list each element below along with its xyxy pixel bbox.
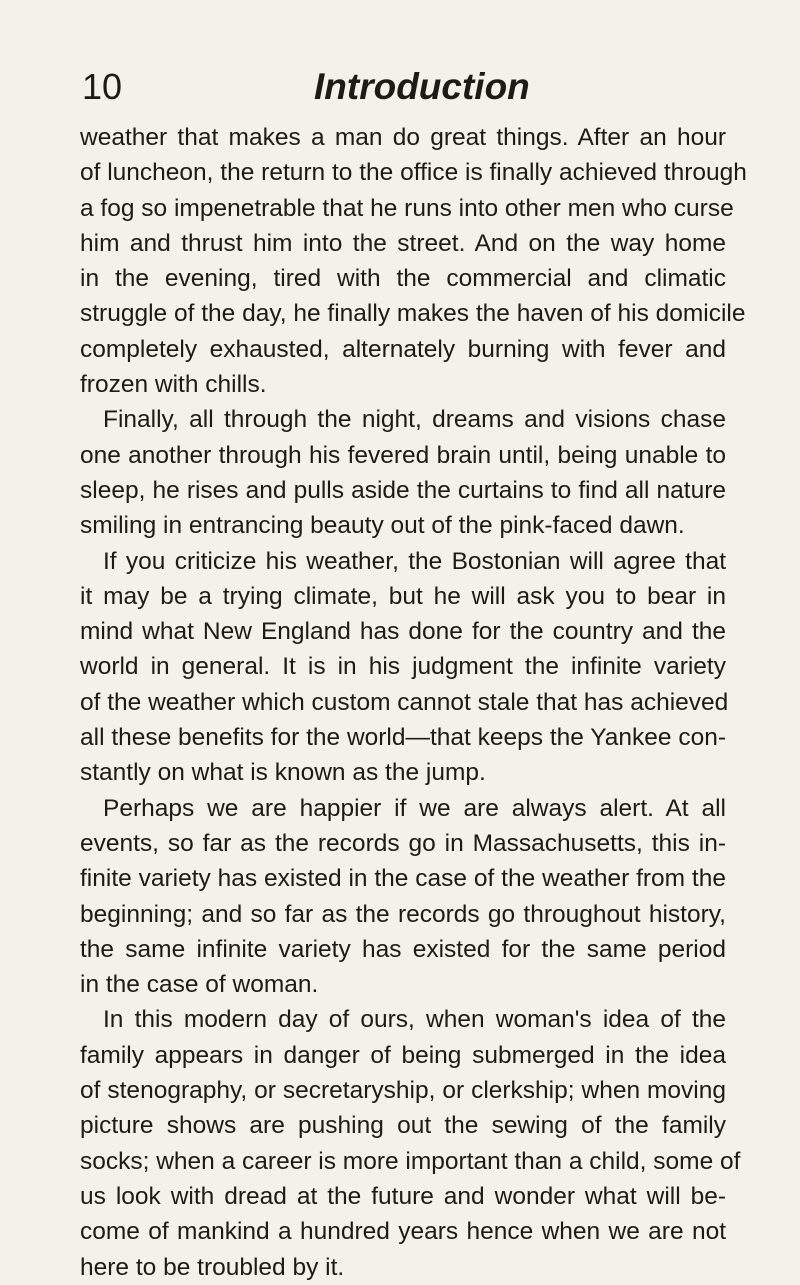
text-line: one another through his fevered brain until, being unable to [80,441,726,469]
text-line: events, so far as the records go in Massachusetts, this in- [80,829,726,857]
text-line: sleep, he rises and pulls aside the curtains to find all nature [80,476,726,504]
text-line: it may be a trying climate, but he will ask you to bear in [80,582,726,610]
text-line: the same infinite variety has existed for the same period [80,935,726,963]
running-title: Introduction [314,66,530,107]
body-text [80,120,747,1285]
paragraph-start-line: If you criticize his weather, the Bostonian will agree that [103,547,726,575]
text-line: us look with dread at the future and wonder what will be- [80,1182,726,1210]
text-line: frozen with chills. [80,371,267,399]
paragraph-start-line: In this modern day of ours, when woman's idea of the [103,1006,726,1034]
text-line: come of mankind a hundred years hence when we are not [80,1218,726,1246]
text-line: completely exhausted, alternately burning with fever and [80,335,726,363]
text-line: finite variety has existed in the case of the weather from the [80,865,726,893]
text-line: a fog so impenetrable that he runs into other men who curse [80,194,734,222]
running-head [82,64,722,110]
text-line: all these benefits for the world—that keeps the Yankee con- [80,724,727,752]
paragraph-start-line: Perhaps we are happier if we are always alert. At all [103,794,726,822]
text-line: picture shows are pushing out the sewing of the family [80,1112,726,1140]
text-line: weather that makes a man do great things. After an hour [80,124,726,151]
text-line: in the case of woman. [80,971,319,999]
text-line: beginning; and so far as the records go throughout history, [80,900,726,928]
text-line: family appears in danger of being submerged in the idea [80,1041,726,1069]
text-line: struggle of the day, he finally makes the haven of his domicile [80,300,746,328]
text-line: him and thrust him into the street. And on the way home [80,229,726,257]
text-line: in the evening, tired with the commercial and climatic [80,265,726,293]
text-line: here to be troubled by it. [80,1253,345,1281]
text-line: world in general. It is in his judgment the infinite variety [80,653,726,681]
text-line: of the weather which custom cannot stale that has achieved [80,688,729,716]
page-number: 10 [82,66,123,107]
text-line: stantly on what is known as the jump. [80,759,486,787]
text-line: of stenography, or secretaryship, or clerkship; when moving [80,1077,726,1105]
paragraph-start-line: Finally, all through the night, dreams and visions chase [103,406,726,434]
text-line: smiling in entrancing beauty out of the pink-faced dawn. [80,512,685,540]
text-line: socks; when a career is more important than a child, some of [80,1147,741,1175]
text-line: of luncheon, the return to the office is finally achieved through [80,159,747,187]
text-line: mind what New England has done for the country and the [80,618,726,646]
